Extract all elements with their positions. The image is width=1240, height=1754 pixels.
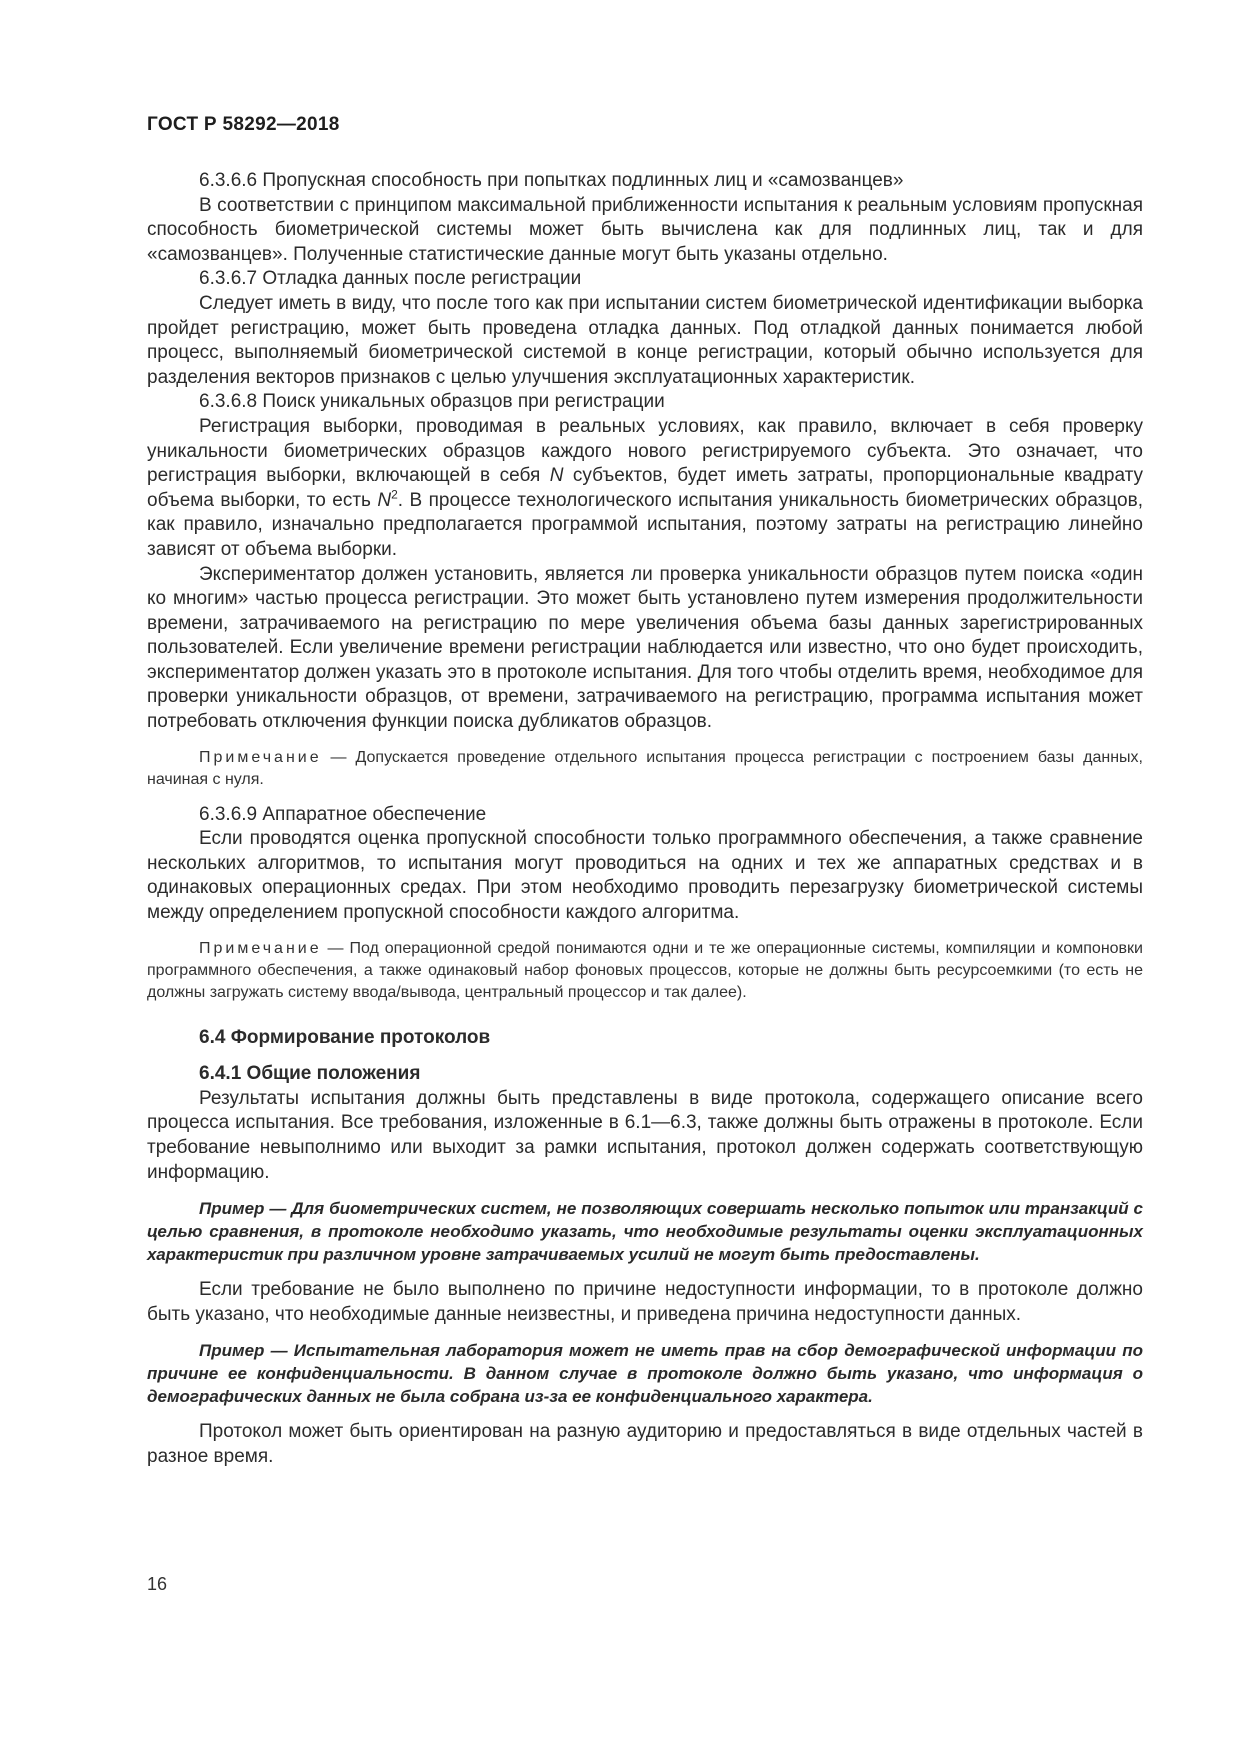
text-run: субъектов, будет иметь затраты, пропорциональные квадрату объема выборки, то есть	[147, 465, 1144, 511]
paragraph: Если проводятся оценка пропускной способности только программного обеспечения, а также сравнение нескольких алгоритмов, то испытания могут проводиться на одних и тех же аппаратных средствах и в одинаковых операционных средах. При этом необходимо проводить перезагрузку биометрической системы между определением пропускной способности каждого алгоритма.	[147, 828, 1143, 924]
paragraph: Следует иметь в виду, что после того как при испытании систем биометрической идентификации выборка пройдет регистрацию, может быть проведена отладка данных. Под отладкой данных понимается любой процесс, выполняемый биометрической системой в конце регистрации, который обычно используется для разделения векторов признаков с целью улучшения эксплуатационных характеристик.	[147, 292, 1143, 388]
note-label: Примечание	[199, 748, 322, 766]
clause-heading-6-4-1: 6.4.1 Общие положения	[199, 1063, 421, 1085]
paragraph: Протокол может быть ориентирован на разную аудиторию и предоставляться в виде отдельных частей в разное время.	[147, 1421, 1143, 1467]
paragraph	[147, 415, 1143, 563]
clause-heading-6-3-6-9: 6.3.6.9 Аппаратное обеспечение	[199, 803, 487, 825]
clause-heading-6-3-6-8: 6.3.6.8 Поиск уникальных образцов при регистрации	[199, 391, 665, 413]
example: Пример — Испытательная лаборатория может не иметь прав на сбор демографической информации по причине ее конфиденциальности. В данном случае в протоколе должно быть указано, что информация о демографических данных не была собрана из-за ее конфиденциального характера.	[147, 1341, 1143, 1407]
note	[147, 938, 1143, 1004]
variable-n: N	[377, 489, 392, 511]
text-run: Регистрация выборки, проводимая в реальных условиях, как правило, включает в себя проверку уникальности биометрических образцов каждого нового регистрируемого субъекта. Это означает, что регистрация выборки, включающей в себя	[147, 415, 1143, 487]
superscript: 2	[391, 487, 398, 502]
paragraph: Экспериментатор должен установить, является ли проверка уникальности образцов путем поиска «один ко многим» частью процесса регистрации. Это может быть установлено путем измерения продолжительности времени, затрачиваемого на регистрацию по мере увеличения объема базы данных зарегистрированных пользователей. Если увеличение времени регистрации наблюдается или известно, что оно будет происходить, экспериментатор должен указать это в протоколе испытания. Для того чтобы отделить время, необходимое для проверки уникальности образцов, от времени, затрачиваемого на регистрацию, программа испытания может потребовать отключения функции поиска дубликатов образцов.	[147, 563, 1143, 733]
clause-heading-6-3-6-6: 6.3.6.6 Пропускная способность при попытках подлинных лиц и «самозванцев»	[199, 170, 904, 191]
page-number: 16	[147, 1574, 168, 1594]
section-heading-6-4: 6.4 Формирование протоколов	[199, 1026, 491, 1048]
example: Пример — Для биометрических систем, не позволяющих совершать несколько попыток или транзакций с целью сравнения, в протоколе необходимо указать, что необходимые результаты оценки эксплуатационных характеристик при различном уровне затрачиваемых усилий не могут быть предоставлены.	[147, 1199, 1143, 1265]
note	[147, 747, 1143, 791]
note-text: — Допускается проведение отдельного испытания процесса регистрации с построением базы данных, начиная с нуля.	[147, 748, 1143, 788]
note-label: Примечание	[199, 939, 322, 957]
paragraph: В соответствии с принципом максимальной приближенности испытания к реальным условиям пропускная способность биометрической системы может быть вычислена как для подлинных лиц, так и для «самозванцев». Полученные статистические данные могут быть указаны отдельно.	[147, 194, 1143, 265]
variable-n: N	[549, 465, 564, 487]
document-body	[147, 169, 1143, 1470]
paragraph: Результаты испытания должны быть представлены в виде протокола, содержащего описание всего процесса испытания. Все требования, изложенные в 6.1—6.3, также должны быть отражены в протоколе. Если требование невыполнимо или выходит за рамки испытания, протокол должен содержать соответствующую информацию.	[147, 1087, 1143, 1183]
document-header: ГОСТ Р 58292—2018	[147, 114, 340, 135]
text-run: . В процессе технологического испытания уникальность биометрических образцов, как правило, изначально предполагается программой испытания, поэтому затраты на регистрацию линейно зависят от объема выборки.	[147, 489, 1143, 560]
clause-heading-6-3-6-7: 6.3.6.7 Отладка данных после регистрации	[199, 268, 582, 290]
note-text: — Под операционной средой понимаются одни и те же операционные системы, компиляции и компоновки программного обеспечения, а также одинаковый набор фоновых процессов, которые не должны быть ресурсоемкими (то есть не должны загружать систему ввода/вывода, центральный процессор и так далее).	[147, 939, 1143, 1001]
paragraph: Если требование не было выполнено по причине недоступности информации, то в протоколе должно быть указано, что необходимые данные неизвестны, и приведена причина недоступности данных.	[147, 1279, 1143, 1325]
